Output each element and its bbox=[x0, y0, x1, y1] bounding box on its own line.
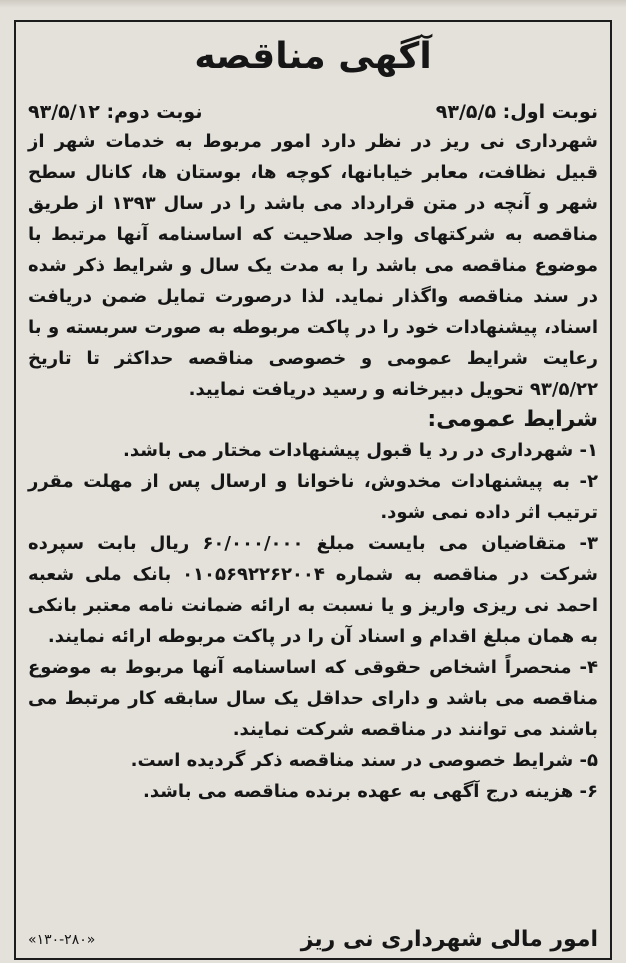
condition-item: ۶- هزینه درج آگهی به عهده برنده مناقصه می باشد. bbox=[143, 781, 598, 802]
condition-item: ۱- شهرداری در رد یا قبول پیشنهادات مختار می باشد. bbox=[123, 440, 598, 461]
ad-code: «۱۳۰-۲۸۰» bbox=[28, 931, 96, 948]
notice-intro: شهرداری نی ریز در نظر دارد امور مربوط به خدمات شهر از قبیل نظافت، معابر خیابانها، کوچه ها، بوستان ها، کانال سطح شهر و آنچه در متن قرارداد می باشد را در سال ۱۳۹۳ از طریق مناقصه به شرکتهای واجد صلاحیت که اساسنامه آنها مرتبط با موضوع مناقصه می باشد را به مدت یک سال و شرایط ذکر شده در سند مناقصه واگذار نماید. لذا درصورت تمایل ضمن دریافت اسناد، پیشنهادات خود را در پاکت مربوطه به صورت سربسته و با رعایت شرایط عمومی و خصوصی مناقصه حداکثر تا تاریخ ۹۳/۵/۲۲ تحویل دبیرخانه و رسید دریافت نمایید. bbox=[28, 131, 599, 400]
general-conditions-list bbox=[28, 435, 598, 807]
first-turn-date: نوبت اول: ۹۳/۵/۵ bbox=[435, 101, 598, 123]
notice-title: آگهی مناقصه bbox=[194, 36, 432, 77]
condition-item: ۳- متقاضیان می بایست مبلغ ۶۰/۰۰۰/۰۰۰ ریال بابت سپرده شرکت در مناقصه به شماره ۰۱۰۵۶۹۲۲۶۲۰۰۴ بانک ملی شعبه احمد نی ریزی واریز و یا نسبت به ارائه ضمانت نامه معتبر بانکی به همان مبلغ اقدام و اسناد آن را در پاکت مربوطه ارائه نمایند. bbox=[28, 533, 598, 647]
issuer-department: امور مالی شهرداری نی ریز bbox=[300, 927, 598, 952]
condition-item: ۲- به پیشنهادات مخدوش، ناخوانا و ارسال پس از مهلت مقرر ترتیب اثر داده نمی شود. bbox=[28, 471, 598, 523]
condition-item: ۴- منحصراً اشخاص حقوقی که اساسنامه آنها مربوط به موضوع مناقصه می باشد و دارای حداقل یک سال سابقه کار مرتبط می باشند می توانند در مناقصه شرکت نمایند. bbox=[28, 657, 598, 740]
clipping-edge bbox=[0, 0, 626, 8]
publication-turns bbox=[28, 100, 598, 124]
tender-notice-box bbox=[14, 20, 612, 960]
condition-item: ۵- شرایط خصوصی در سند مناقصه ذکر گردیده است. bbox=[130, 750, 598, 771]
general-conditions-heading: شرایط عمومی: bbox=[427, 407, 598, 432]
notice-footer bbox=[28, 927, 598, 952]
second-turn-date: نوبت دوم: ۹۳/۵/۱۲ bbox=[28, 101, 203, 123]
